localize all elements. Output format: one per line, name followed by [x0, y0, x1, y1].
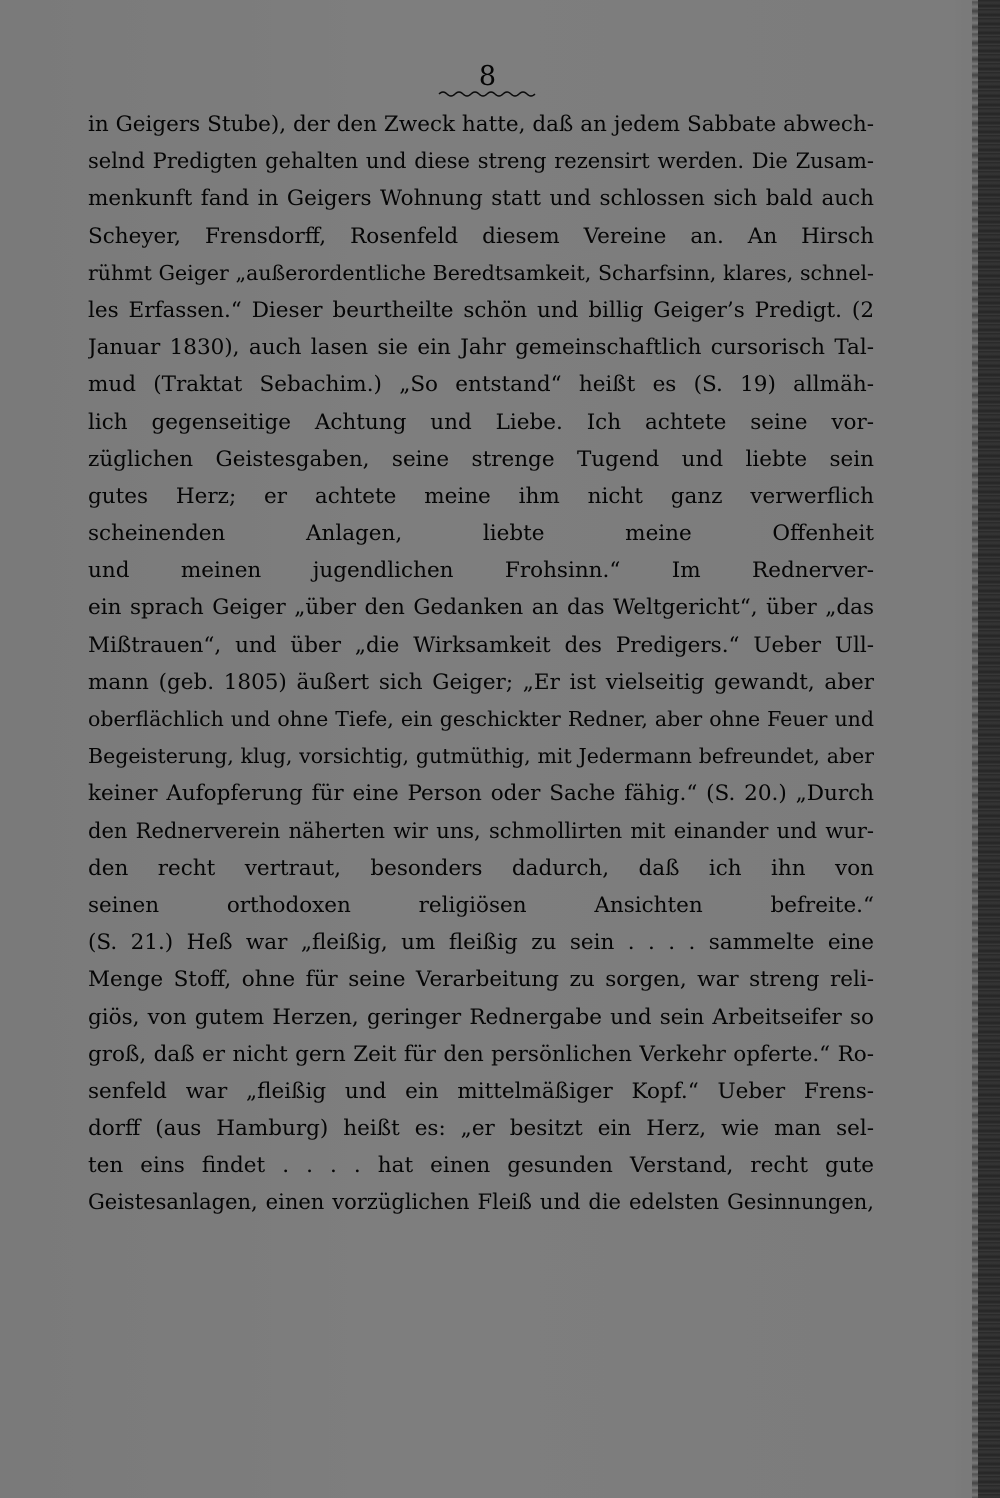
text-line: menkunft fand in Geigers Wohnung statt und schlossen sich bald auch [88, 186, 874, 212]
text-line: groß, daß er nicht gern Zeit für den persönlichen Verkehr opferte.“ Ro- [88, 1041, 874, 1067]
text-line: lich gegenseitige Achtung und Liebe. Ich achtete seine vor- [88, 409, 874, 435]
text-line: Menge Stoff, ohne für seine Verarbeitung zu sorgen, war streng reli- [88, 967, 874, 993]
body-text [88, 106, 874, 1222]
text-line: Januar 1830), auch lasen sie ein Jahr gemeinschaftlich cursorisch Tal- [88, 335, 874, 361]
text-line: Mißtrauen“, und über „die Wirksamkeit des Predigers.“ Ueber Ull- [88, 632, 874, 658]
text-line: Begeisterung, klug, vorsichtig, gutmüthig, mit Jedermann befreundet, aber [88, 744, 874, 769]
page-number: 8 [478, 61, 497, 92]
text-line: Scheyer, Frensdorff, Rosenfeld diesem Vereine an. An Hirsch [88, 223, 874, 249]
text-line: oberflächlich und ohne Tiefe, ein geschickter Redner, aber ohne Feuer und [88, 707, 874, 731]
text-line: Geistesanlagen, einen vorzüglichen Fleiß und die edelsten Gesinnungen, [88, 1190, 874, 1215]
text-line: züglichen Geistesgaben, seine strenge Tugend und liebte sein [88, 446, 874, 472]
text-line: mud (Traktat Sebachim.) „So entstand“ heißt es (S. 19) allmäh- [88, 372, 874, 398]
text-line: seinen orthodoxen religiösen Ansichten befreite.“ [88, 892, 874, 918]
text-line: senfeld war „fleißig und ein mittelmäßiger Kopf.“ Ueber Frens- [88, 1078, 874, 1104]
text-line: und meinen jugendlichen Frohsinn.“ Im Rednerver- [88, 558, 874, 584]
text-line: mann (geb. 1805) äußert sich Geiger; „Er ist vielseitig gewandt, aber [88, 669, 874, 695]
ornament-rule [437, 88, 537, 100]
text-line: den Rednerverein näherten wir uns, schmollirten mit einander und wur- [88, 818, 874, 843]
text-line: les Erfassen.“ Dieser beurtheilte schön und billig Geiger’s Predigt. (2 [88, 297, 874, 323]
text-line: giös, von gutem Herzen, geringer Rednergabe und sein Arbeitseifer so [88, 1004, 874, 1030]
text-line: rühmt Geiger „außerordentliche Beredtsamkeit, Scharfsinn, klares, schnel- [88, 260, 874, 285]
text-line: ten eins findet . . . . hat einen gesunden Verstand, recht gute [88, 1153, 874, 1179]
text-line: selnd Predigten gehalten und diese streng rezensirt werden. Die Zusam- [88, 149, 874, 174]
text-line: den recht vertraut, besonders dadurch, daß ich ihn von [88, 855, 874, 881]
book-binding-edge [978, 0, 1000, 1498]
text-line: in Geigers Stube), der den Zweck hatte, daß an jedem Sabbate abwech- [88, 112, 874, 137]
text-line: scheinenden Anlagen, liebte meine Offenheit [88, 521, 874, 547]
text-line: (S. 21.) Heß war „fleißig, um fleißig zu sein . . . . sammelte eine [88, 930, 874, 956]
text-line: ein sprach Geiger „über den Gedanken an das Weltgericht“, über „das [88, 595, 874, 621]
text-line: dorff (aus Hamburg) heißt es: „er besitzt ein Herz, wie man sel- [88, 1116, 874, 1142]
text-line: gutes Herz; er achtete meine ihm nicht ganz verwerflich [88, 483, 874, 509]
text-line: keiner Aufopferung für eine Person oder Sache fähig.“ (S. 20.) „Durch [88, 781, 874, 807]
